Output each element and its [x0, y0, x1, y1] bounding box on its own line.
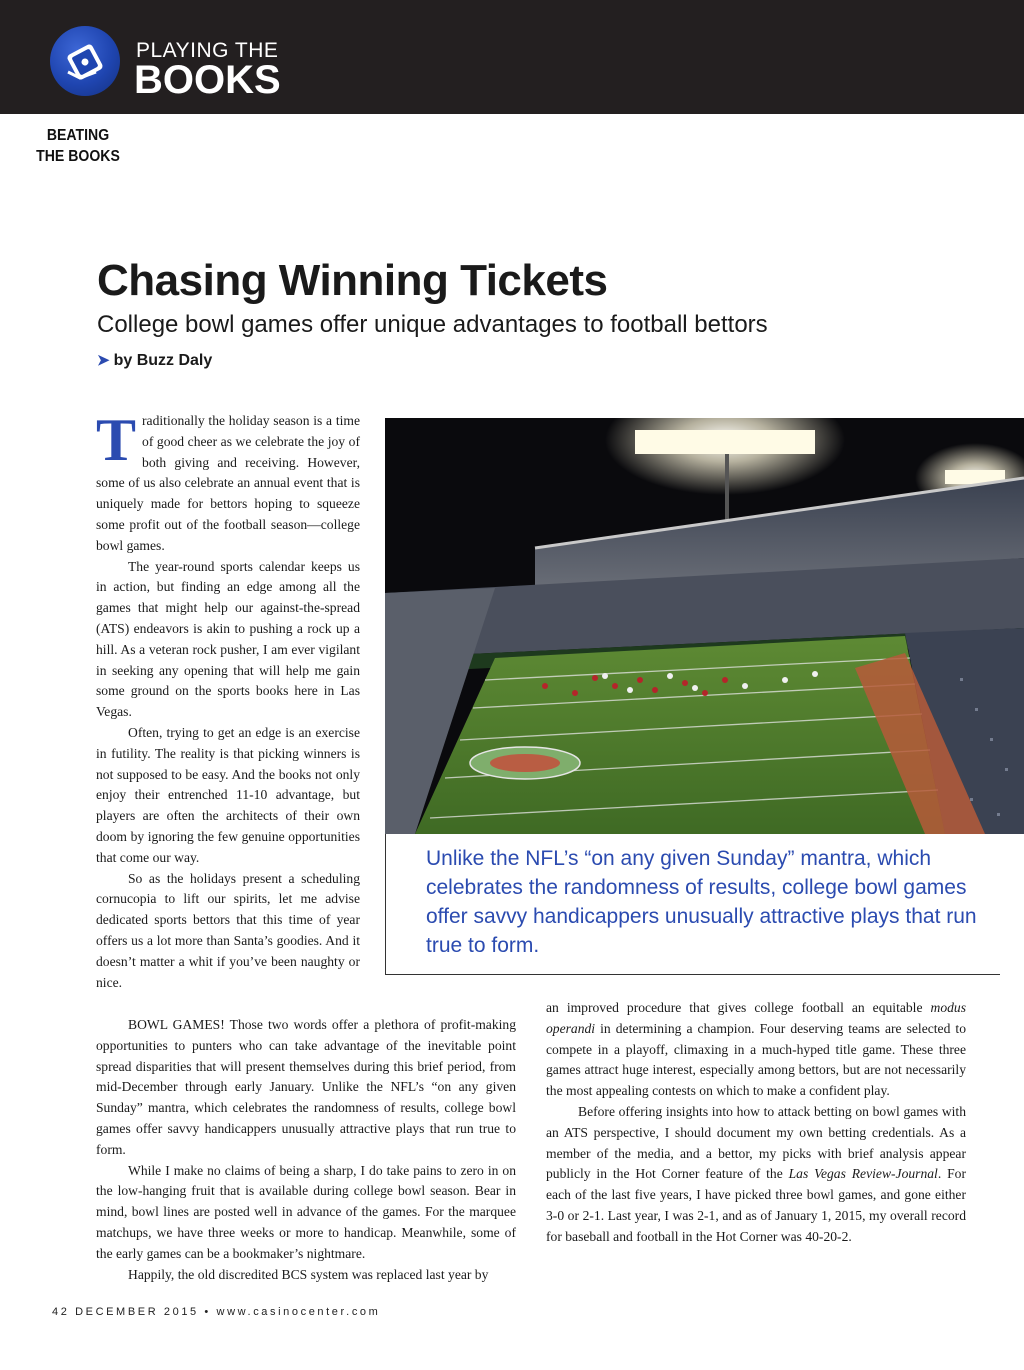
paragraph: So as the holidays present a scheduling cornucopia to lift our spirits, let me advise dedicated sports bettors that this time of year offers us a lot more than Santa’s goodies. And it doesn’t matter a whit if you’ve been naughty or nice. [96, 870, 360, 990]
byline-text: by Buzz Daly [113, 352, 213, 369]
section-label-line-1: BEATING [46, 127, 110, 144]
masthead-bar [0, 0, 1024, 114]
paragraph-text: an improved procedure that gives college football an equitable [546, 1000, 931, 1015]
article-column-1 [96, 407, 360, 993]
article-column-2 [96, 1015, 516, 1285]
paragraph: The year-round sports calendar keeps us in action, but finding an edge among all the games that might help our against-the-spread (ATS) endeavors is akin to pushing a rock up a hill. As a veteran rock pusher, I am ever vigilant in seeking any opening that will help me gain some ground on the sports books here in Las Vegas. [96, 558, 360, 720]
paragraph-text: Before offering insights into how to attack betting on bowl games with an ATS perspective, I should document my own betting credentials. As a member of the media, and a bettor, my picks with brief analysis appear publicly in the Hot Corner feature of the [546, 1103, 966, 1182]
stadium-photo [385, 418, 1024, 834]
article-title: Chasing Winning Tickets [97, 256, 608, 305]
paragraph: Often, trying to get an edge is an exercise in futility. The reality is that picking winners is not supposed to be easy. And the books not only enjoy their entrenched 11-10 advantage, but players are often the architects of their own doom by ignoring the few genuine opportunities that come our way. [96, 724, 360, 865]
section-label [34, 125, 122, 167]
byline [97, 351, 212, 370]
pull-quote [385, 834, 1000, 975]
article-column-3 [546, 998, 966, 1248]
paragraph-text: . For each of the last five years, I have picked three bowl games, and gone either 3-0 or 2-1. Last year, I was 2-1, and as of January 1, 2015, my overall record for baseball and football in the Hot Corner was 40-20-2. [546, 1166, 966, 1244]
paragraph: Happily, the old discredited BCS system was replaced last year by [128, 1266, 489, 1282]
paragraph [546, 998, 966, 1102]
dice-logo-icon [50, 26, 120, 96]
paragraph-text: in determining a champion. Four deserving teams are selected to compete in a playoff, climaxing in a much-hyped title game. These three games attract huge interest, especially among bettors, but are not necessarily the most appealing contests on which to make a confident play. [546, 1020, 966, 1099]
pull-quote-text: Unlike the NFL’s “on any given Sunday” mantra, which celebrates the randomness of results, college bowl games offer savvy handicappers unusually attractive plays that run true to form. [426, 847, 977, 957]
paragraph: While I make no claims of being a sharp, I do take pains to zero in on the low-hanging fruit that is available during college bowl season. Bear in mind, bowl lines are posted well in advance of the games. For the marquee matchups, we have three weeks or more to handicap. Meanwhile, some of the early games can be a bookmaker’s nightmare. [96, 1162, 516, 1261]
issue-date: DECEMBER 2015 [75, 1306, 199, 1318]
page-footer [52, 1306, 380, 1318]
drop-cap: T [96, 407, 137, 473]
arrow-right-icon: ➤ [97, 352, 110, 369]
brand-name: BOOKS [134, 58, 281, 102]
paragraph-text: raditionally the holiday season is a time of good cheer as we celebrate the joy of both giving and receiving. However, some of us also celebrate an annual event that is uniquely made for bettors hoping to squeeze some profit out of the football season—college bowl games. [96, 413, 360, 553]
section-label-line-2: THE BOOKS [36, 148, 120, 165]
paragraph [96, 407, 360, 557]
page-number: 42 [52, 1306, 70, 1318]
footer-bullet: • [204, 1306, 211, 1318]
website: www.casinocenter.com [216, 1306, 381, 1318]
brand-tagline: PLAYING THE [136, 39, 279, 62]
paragraph [546, 1102, 966, 1248]
paragraph: BOWL GAMES! Those two words offer a plethora of profit-making opportunities to punters who can take advantage of the inevitable point spread disparities that will present themselves during this brief period, from mid-December through early January. Unlike the NFL’s “on any given Sunday” mantra, which celebrates the randomness of results, college bowl games offer savvy handicappers unusually attractive plays that run true to form. [96, 1017, 516, 1157]
article-subtitle: College bowl games offer unique advantages to football bettors [97, 311, 768, 338]
italic-term: modus operandi [546, 1000, 966, 1036]
publication-name: Las Vegas Review-Journal [788, 1166, 938, 1182]
